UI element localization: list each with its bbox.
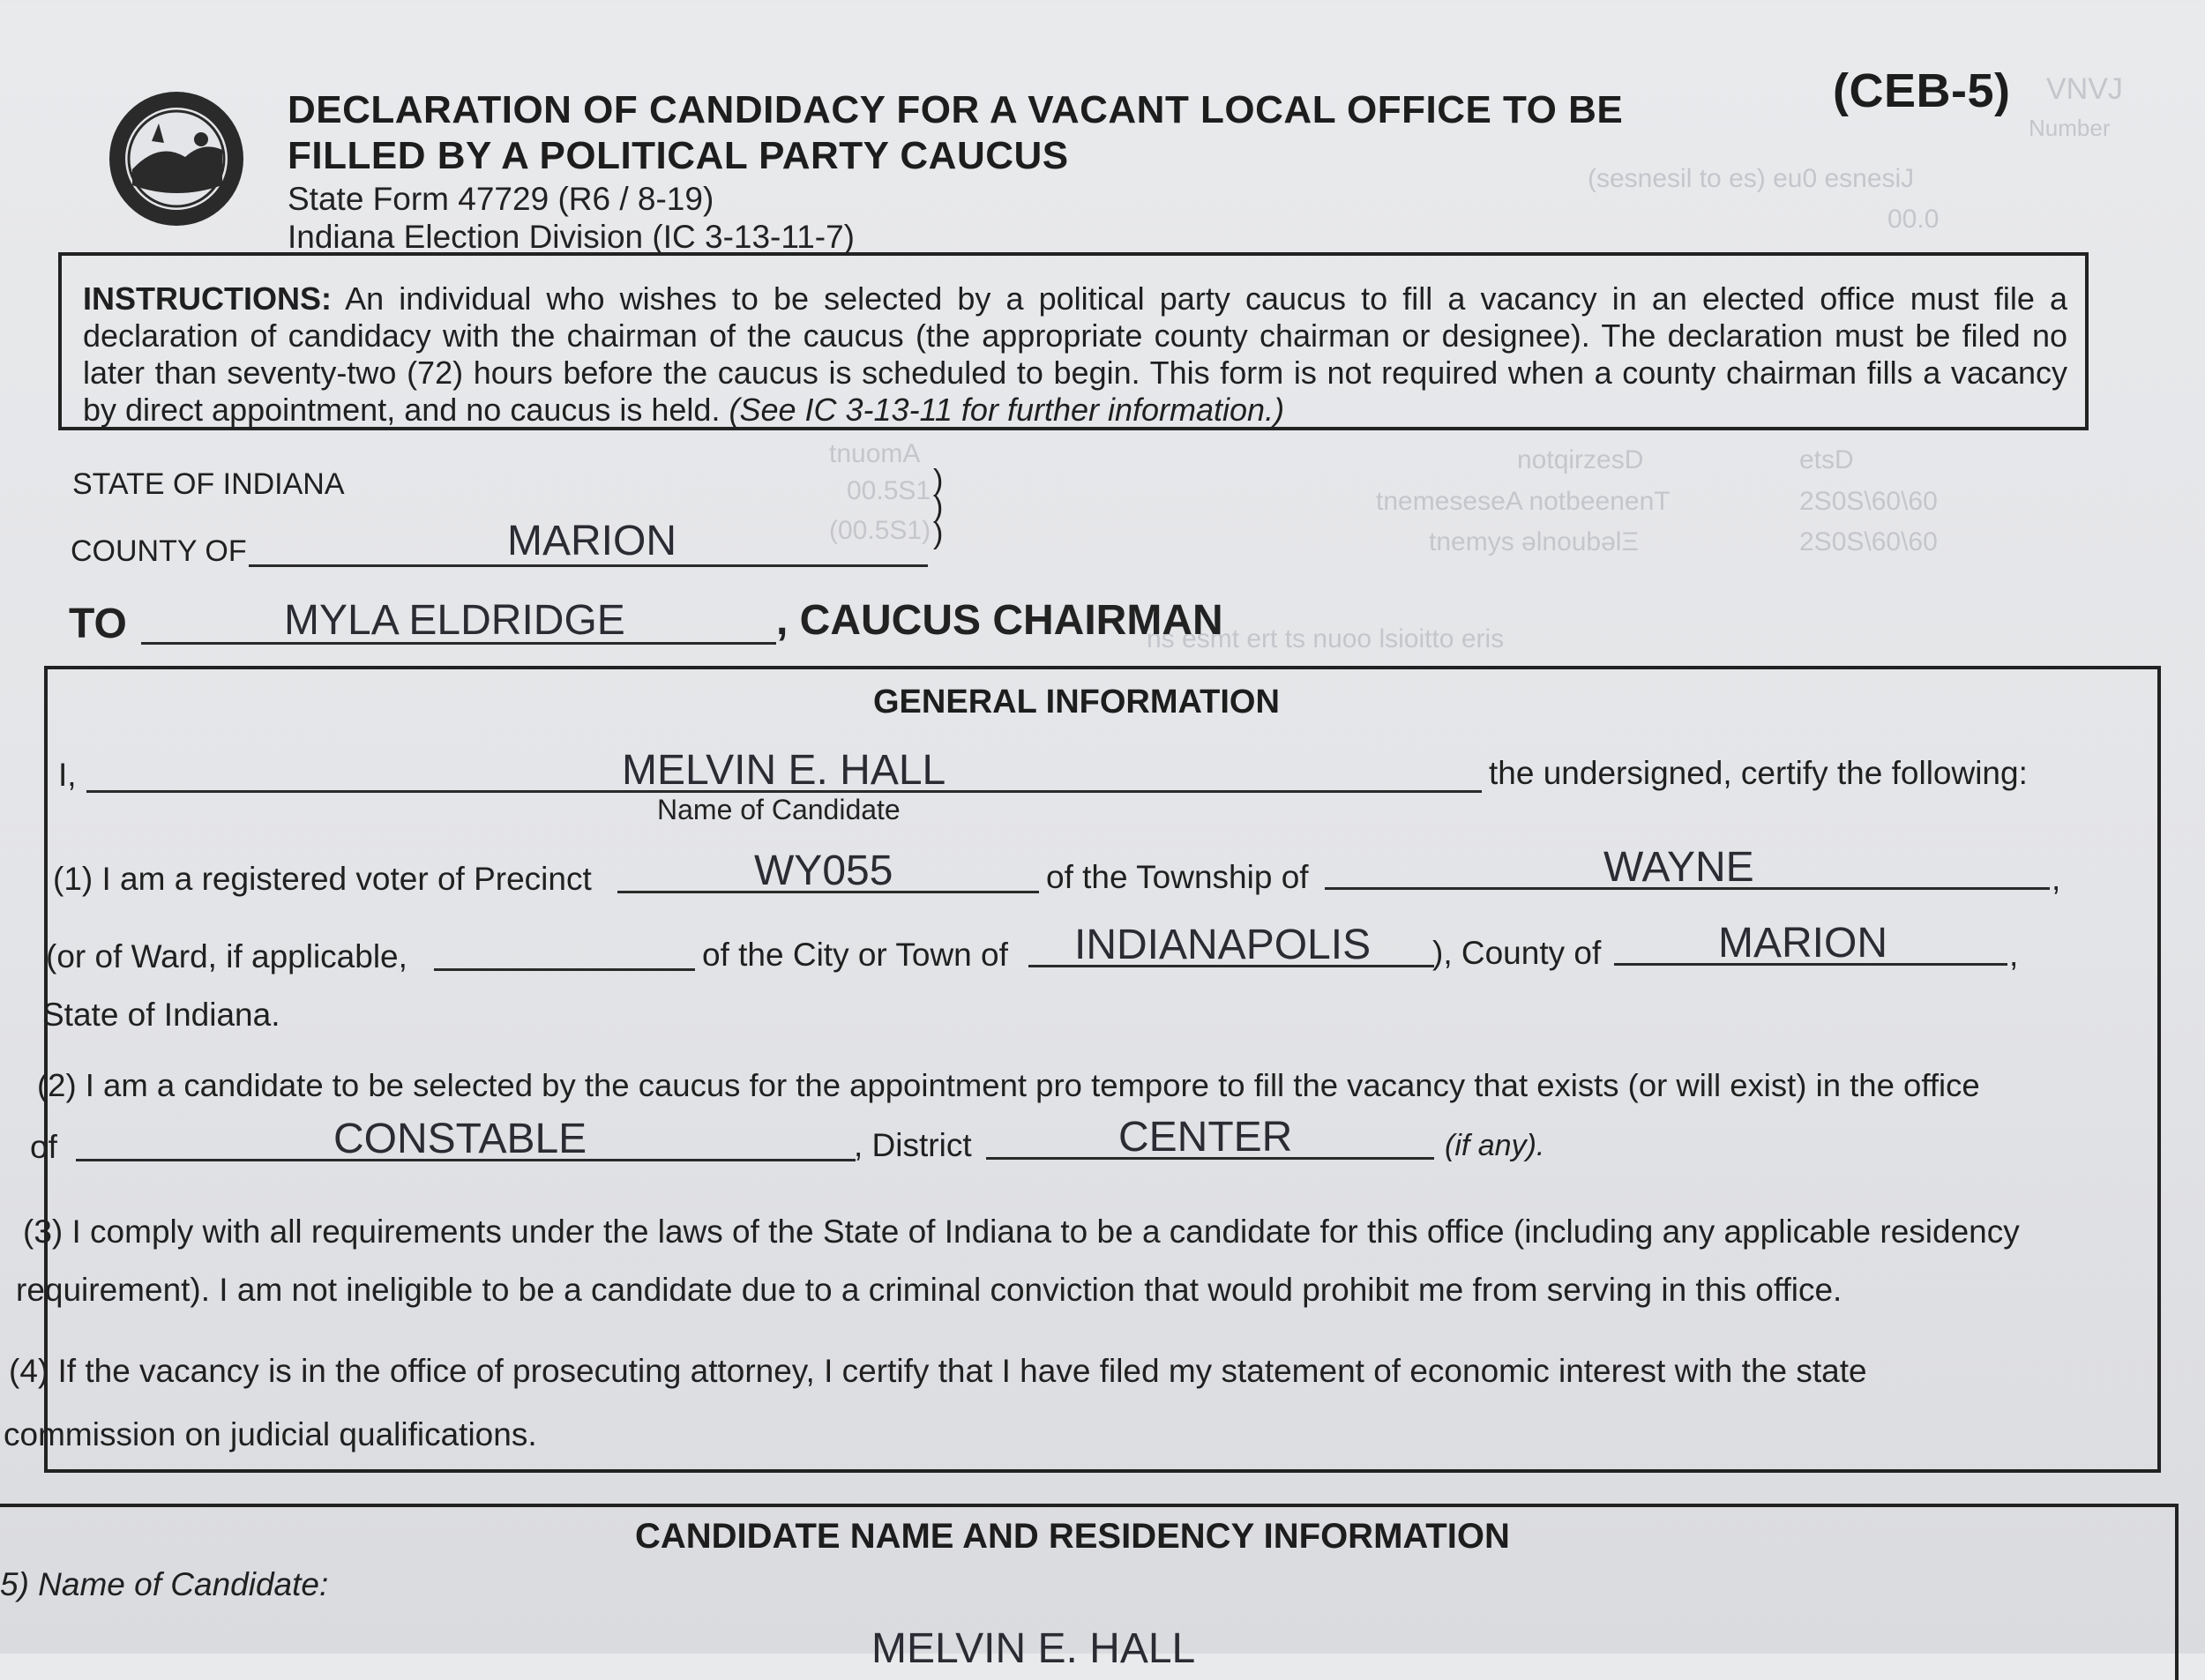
state-form-number: State Form 47729 (R6 / 8-19) (288, 181, 714, 217)
comma-2: , (2009, 937, 2019, 973)
item1-prefix: (1) I am a registered voter of Precinct (53, 861, 592, 897)
name-of-candidate-caption: Name of Candidate (657, 794, 901, 825)
city-field[interactable]: INDIANAPOLIS (1074, 922, 1372, 968)
caucus-chairman-field[interactable]: MYLA ELDRIDGE (284, 597, 625, 644)
form-title-line1: DECLARATION OF CANDIDACY FOR A VACANT LOCAL OFFICE TO BE (288, 88, 1624, 131)
to-label: TO (69, 601, 127, 647)
bracket-marks: ) ) ) (933, 464, 944, 550)
county-label: COUNTY OF (71, 534, 247, 568)
item2-text: (2) I am a candidate to be selected by the caucus for the appointment pro tempore to fill the vacancy that exists (or will exist) in the office (37, 1067, 1980, 1103)
city-label: of the City or Town of (702, 937, 1008, 973)
candidate-residency-title: CANDIDATE NAME AND RESIDENCY INFORMATION (635, 1517, 1510, 1556)
item5-label: 5) Name of Candidate: (0, 1566, 329, 1602)
election-division: Indiana Election Division (IC 3-13-11-7) (288, 219, 856, 255)
indiana-state-seal-icon (106, 88, 247, 229)
county-of-label: ), County of (1432, 935, 1602, 971)
candidate-name-field-2[interactable]: MELVIN E. HALL (871, 1625, 1196, 1672)
item4-line1: (4) If the vacancy is in the office of prosecuting attorney, I certify that I have filed my statement of economic interest with the state (9, 1353, 1867, 1389)
state-of-indiana-line: State of Indiana. (42, 997, 280, 1033)
i-label: I, (58, 757, 77, 793)
instructions-label: INSTRUCTIONS: (83, 280, 332, 317)
ward-label (46, 938, 407, 975)
township-field[interactable]: WAYNE (1603, 844, 1754, 891)
form-code: (CEB-5) (1833, 64, 2011, 117)
instructions-note: (See IC 3-13-11 for further information.) (729, 392, 1285, 428)
caucus-chairman-label: , CAUCUS CHAIRMAN (776, 597, 1223, 644)
instructions-box (58, 252, 2089, 430)
instructions-body: An individual who wishes to be selected by a political party caucus to fill a vacancy in an elected office must file a declaration of candidacy with the chairman of the caucus (the appropriate county chairman or designee). The declaration must be filed no later than seventy-two (72) hours before the caucus is scheduled to begin. This form is not required when a county chairman fills a vacancy by direct appointment, and no caucus is held. (83, 280, 2068, 428)
office-field[interactable]: CONSTABLE (333, 1116, 587, 1162)
ward-label-text: (or of Ward, if applicable, (46, 938, 407, 974)
of-label: of (30, 1129, 57, 1165)
form-title-line2: FILLED BY A POLITICAL PARTY CAUCUS (288, 134, 1069, 177)
if-any-label: (if any). (1445, 1129, 1545, 1162)
certify-text: the undersigned, certify the following: (1489, 755, 2028, 791)
district-label: , District (854, 1127, 972, 1163)
state-label: STATE OF INDIANA (72, 467, 345, 501)
item3-line2: requirement). I am not ineligible to be a candidate due to a criminal conviction that would prohibit me from serving in this office. (16, 1272, 1842, 1308)
item3-line1: (3) I comply with all requirements under the laws of the State of Indiana to be a candidate for this office (including any applicable residency (23, 1213, 2020, 1250)
county-field[interactable]: MARION (507, 518, 676, 564)
district-field[interactable]: CENTER (1118, 1114, 1293, 1161)
candidate-name-field[interactable]: MELVIN E. HALL (622, 747, 946, 794)
comma: , (2052, 861, 2061, 897)
item4-line2: commission on judicial qualifications. (4, 1416, 537, 1452)
township-label: of the Township of (1046, 859, 1309, 895)
precinct-field[interactable]: WY055 (754, 847, 893, 894)
general-information-title: GENERAL INFORMATION (873, 683, 1280, 721)
instructions-text (83, 280, 2067, 429)
county-field-2[interactable]: MARION (1718, 920, 1887, 967)
